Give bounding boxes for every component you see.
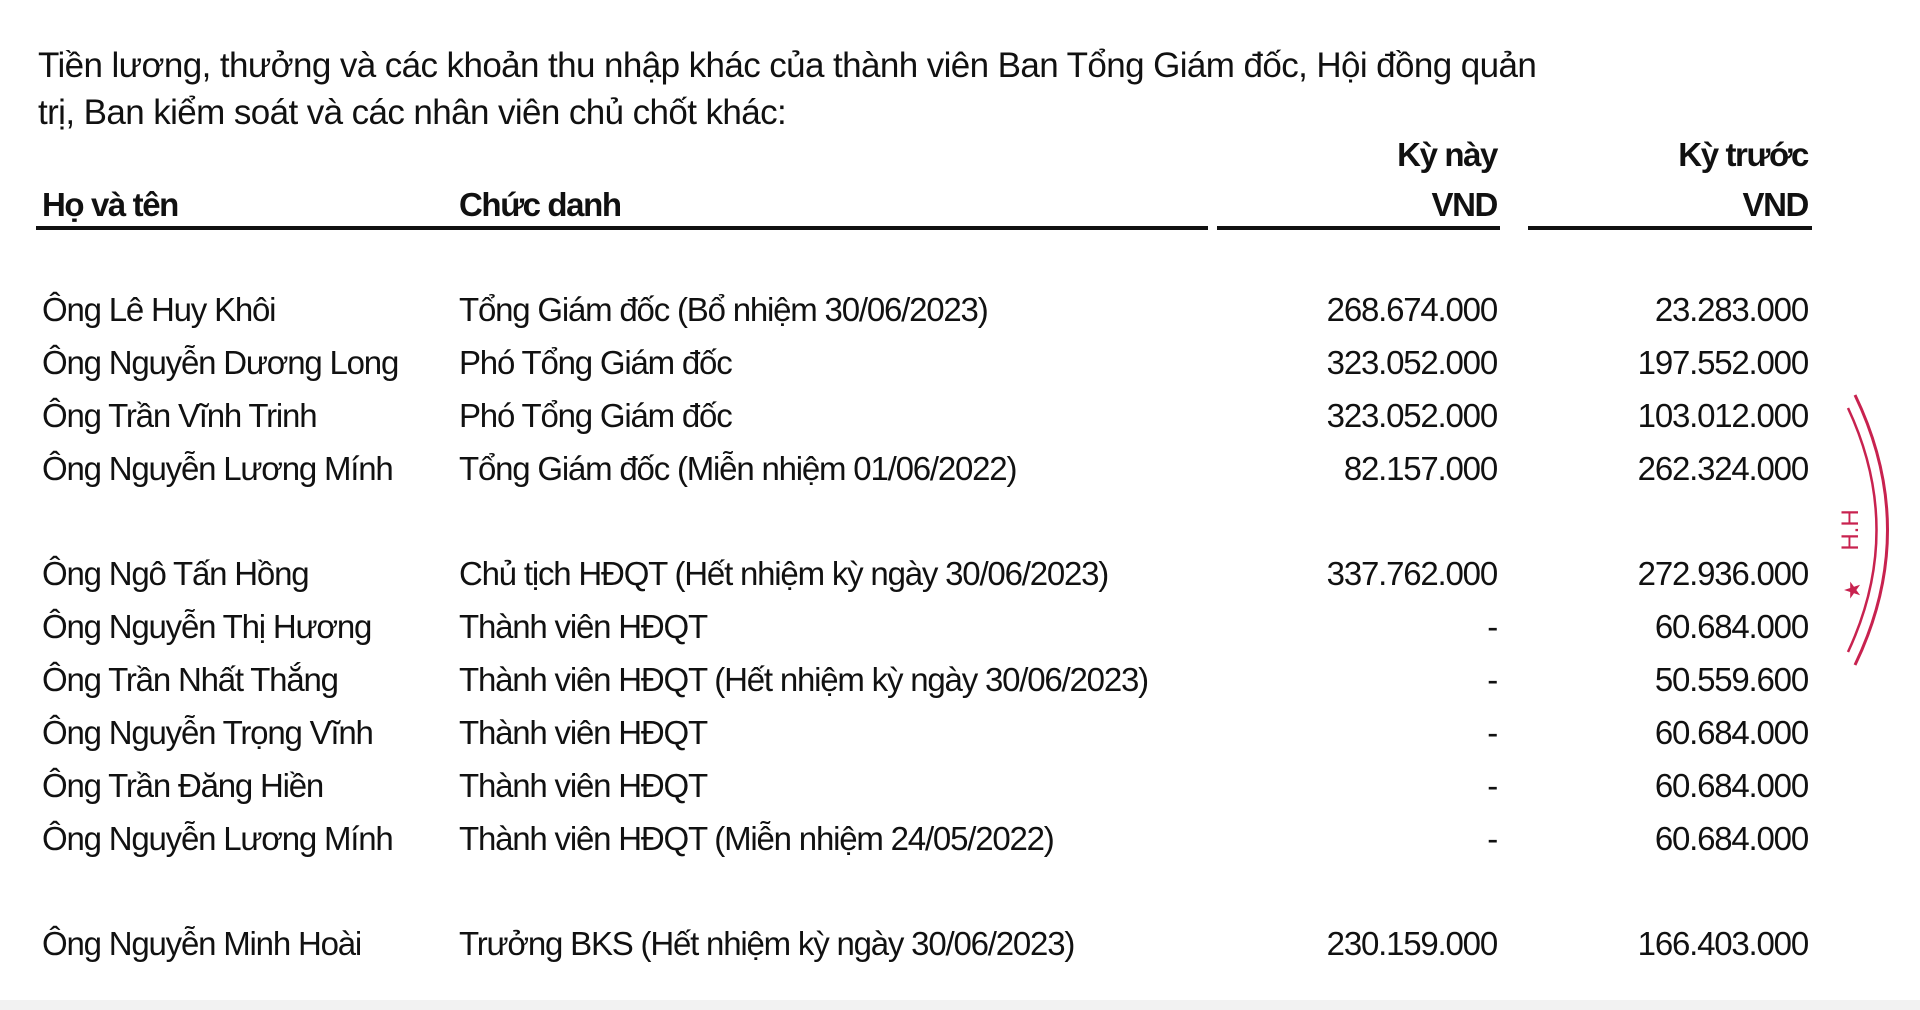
stamp-text: H.H: [1837, 509, 1864, 551]
header-title: Chức danh: [459, 186, 621, 223]
row-previous-amount: 60.684.000: [1654, 714, 1808, 751]
row-current-amount: -: [1487, 820, 1497, 857]
row-current-amount: 268.674.000: [1326, 291, 1497, 328]
row-previous-amount: 60.684.000: [1654, 608, 1808, 645]
row-previous-amount: 103.012.000: [1637, 397, 1808, 434]
row-title: Tổng Giám đốc (Miễn nhiệm 01/06/2022): [459, 450, 1017, 487]
row-title: Thành viên HĐQT (Hết nhiệm kỳ ngày 30/06/2023): [459, 661, 1148, 698]
page-bottom-edge: [0, 1000, 1920, 1010]
row-title: Thành viên HĐQT (Miễn nhiệm 24/05/2022): [459, 820, 1054, 857]
company-stamp: [1800, 390, 1920, 670]
row-previous-amount: 60.684.000: [1654, 820, 1808, 857]
row-current-amount: 323.052.000: [1326, 397, 1497, 434]
header-name: Họ và tên: [42, 186, 178, 223]
row-previous-amount: 272.936.000: [1637, 555, 1808, 592]
row-name: Ông Nguyễn Lương Mính: [42, 450, 393, 487]
row-previous-amount: 50.559.600: [1654, 661, 1808, 698]
row-previous-amount: 23.283.000: [1654, 291, 1808, 328]
header-previous-unit: VND: [1742, 186, 1808, 223]
row-name: Ông Nguyễn Lương Mính: [42, 820, 393, 857]
intro-line-2: trị, Ban kiểm soát và các nhân viên chủ chốt khác:: [38, 93, 787, 132]
row-current-amount: 230.159.000: [1326, 925, 1497, 962]
row-name: Ông Nguyễn Thị Hương: [42, 608, 372, 645]
row-title: Thành viên HĐQT: [459, 714, 707, 751]
header-current-label: Kỳ này: [1397, 136, 1497, 173]
row-current-amount: 82.157.000: [1343, 450, 1497, 487]
row-current-amount: -: [1487, 767, 1497, 804]
row-name: Ông Ngô Tấn Hồng: [42, 555, 309, 592]
row-previous-amount: 60.684.000: [1654, 767, 1808, 804]
row-previous-amount: 262.324.000: [1637, 450, 1808, 487]
row-name: Ông Trần Nhất Thắng: [42, 661, 338, 698]
intro-line-1: Tiền lương, thưởng và các khoản thu nhập khác của thành viên Ban Tổng Giám đốc, Hội đồng quản: [38, 46, 1537, 85]
row-name: Ông Nguyễn Trọng Vĩnh: [42, 714, 373, 751]
row-current-amount: -: [1487, 661, 1497, 698]
row-current-amount: -: [1487, 714, 1497, 751]
header-rule-previous: [1528, 226, 1812, 230]
row-title: Trưởng BKS (Hết nhiệm kỳ ngày 30/06/2023): [459, 925, 1075, 962]
row-name: Ông Trần Đăng Hiền: [42, 767, 324, 804]
row-name: Ông Lê Huy Khôi: [42, 291, 276, 328]
row-name: Ông Nguyễn Minh Hoài: [42, 925, 362, 962]
row-current-amount: 323.052.000: [1326, 344, 1497, 381]
row-name: Ông Trần Vĩnh Trinh: [42, 397, 317, 434]
row-title: Tổng Giám đốc (Bổ nhiệm 30/06/2023): [459, 291, 988, 328]
svg-text:★: ★: [1841, 580, 1866, 600]
row-current-amount: 337.762.000: [1326, 555, 1497, 592]
row-title: Phó Tổng Giám đốc: [459, 397, 732, 434]
row-title: Thành viên HĐQT: [459, 767, 707, 804]
header-rule-current: [1217, 226, 1500, 230]
row-previous-amount: 197.552.000: [1637, 344, 1808, 381]
row-title: Phó Tổng Giám đốc: [459, 344, 732, 381]
row-title: Chủ tịch HĐQT (Hết nhiệm kỳ ngày 30/06/2023): [459, 555, 1109, 592]
row-name: Ông Nguyễn Dương Long: [42, 344, 399, 381]
header-rule-left: [36, 226, 1208, 230]
row-title: Thành viên HĐQT: [459, 608, 707, 645]
row-current-amount: -: [1487, 608, 1497, 645]
row-previous-amount: 166.403.000: [1637, 925, 1808, 962]
header-previous-label: Kỳ trước: [1678, 136, 1808, 173]
header-current-unit: VND: [1431, 186, 1497, 223]
